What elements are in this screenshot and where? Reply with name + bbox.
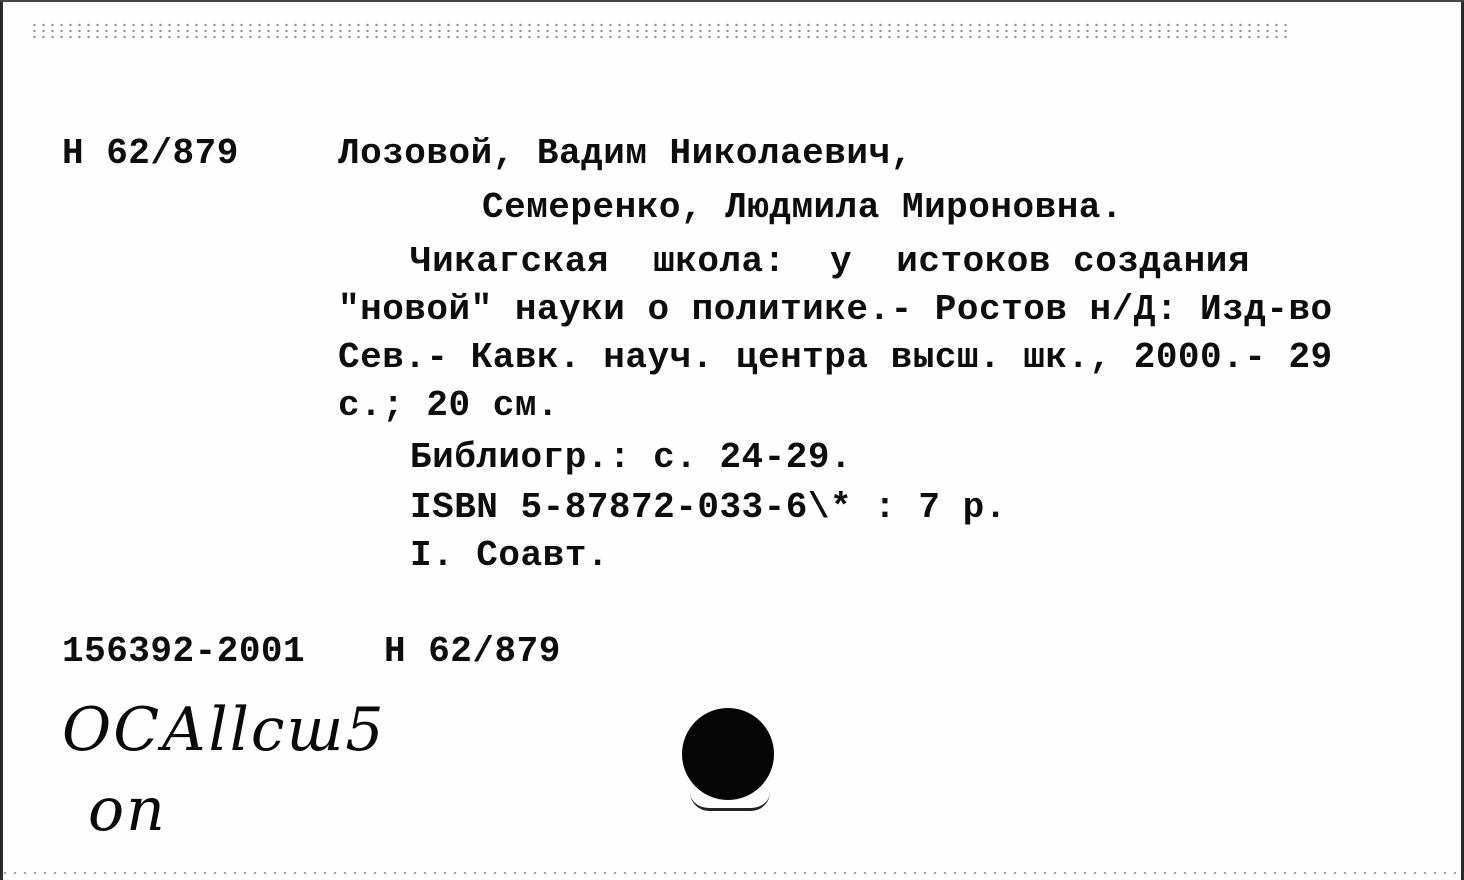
card-top-edge [0,0,1464,2]
scan-noise-top [30,22,1290,42]
inventory-number: 156392-2001 [62,631,306,672]
handwritten-code: ОСАllсш5 [62,695,386,765]
title-line-4: с.; 20 см. [338,385,560,426]
title-line-3: Сев.- Кавк. науч. центра высш. шк., 2000.- 29 [338,337,1333,378]
author-heading: Лозовой, Вадим Николаевич, [338,133,913,174]
inventory-call-number: Н 62/879 [384,631,561,672]
title-line-1: Чикагская школа: у истоков создания [410,241,1250,282]
coauthor-heading: Семеренко, Людмила Мироновна. [482,187,1124,228]
bibliography-note: Библиогр.: с. 24-29. [410,437,853,478]
tracing-line: I. Соавт. [410,535,609,576]
card-left-edge [0,0,3,880]
call-number: Н 62/879 [62,133,239,174]
scan-noise-bottom [0,870,1464,876]
title-line-2: "новой" науки о политике.- Ростов н/Д: Изд-во [338,289,1333,330]
isbn-line: ISBN 5-87872-033-6\* : 7 р. [410,487,1007,528]
handwritten-note: оп [88,775,167,845]
punch-hole-shadow [690,792,770,811]
punch-hole-icon [682,708,774,800]
